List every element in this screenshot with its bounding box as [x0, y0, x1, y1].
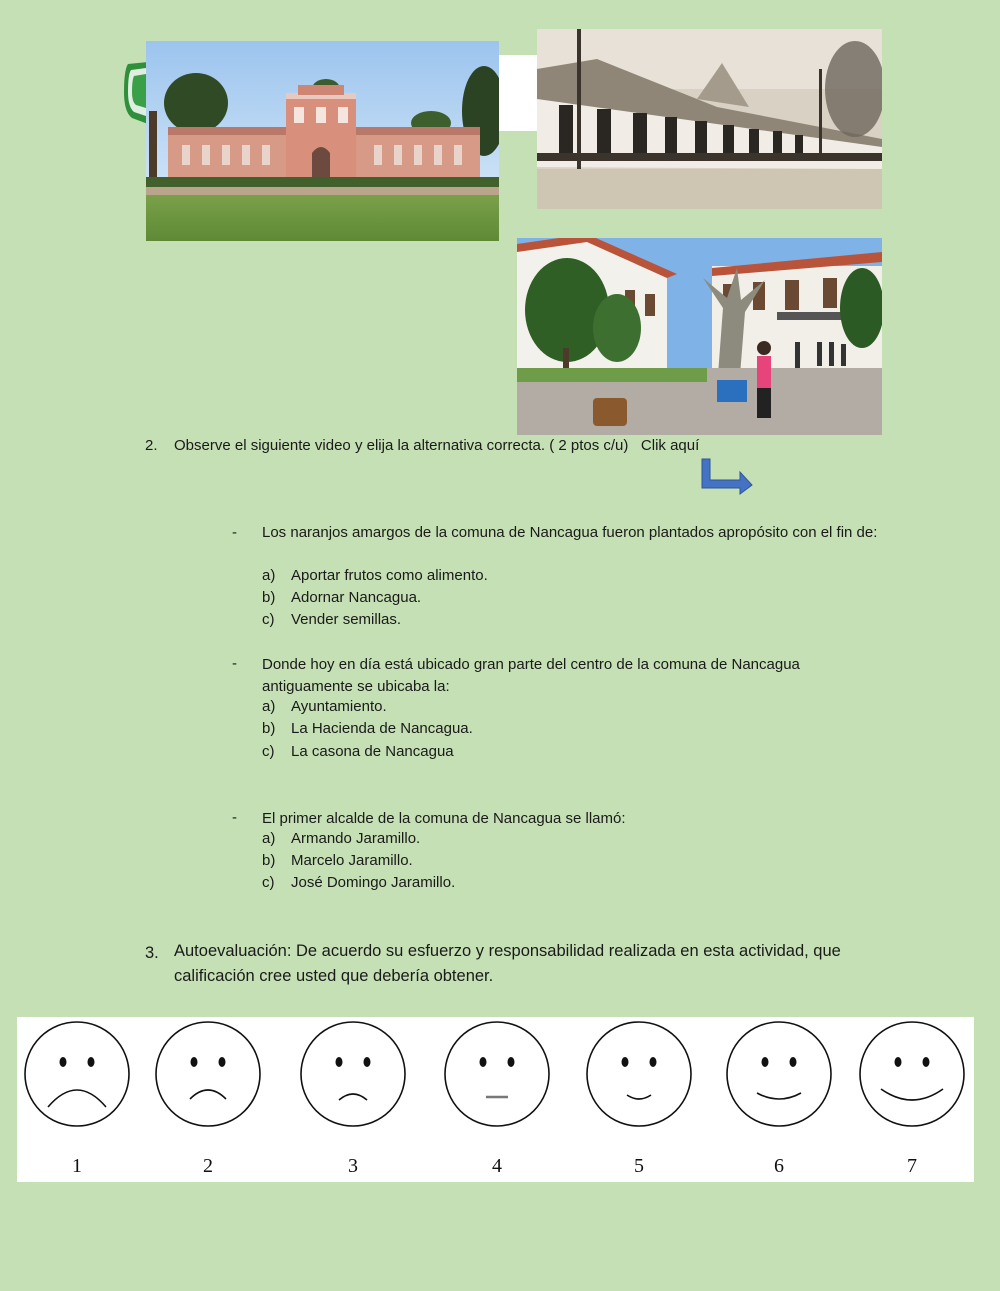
faces-scale [17, 1017, 974, 1182]
casona-nancagua-photo [146, 41, 499, 241]
face-eye [895, 1057, 902, 1067]
face-number-label: 7 [907, 1155, 917, 1177]
question-2-instructions: Observe el siguiente video y elija la alternativa correcta. ( 2 ptos c/u) [174, 437, 629, 454]
item-2-option-b[interactable]: La Hacienda de Nancagua. [291, 720, 473, 737]
face-slightly-happy-icon[interactable] [587, 1022, 691, 1126]
item-2-option-a[interactable]: Ayuntamiento. [291, 698, 387, 715]
item-1-option-a[interactable]: Aportar frutos como alimento. [291, 567, 488, 584]
face-sad-icon[interactable] [156, 1022, 260, 1126]
old-nancagua-street-photo [537, 29, 882, 209]
white-block [499, 55, 537, 131]
face-eye [336, 1057, 343, 1067]
face-number-label: 4 [492, 1155, 502, 1177]
face-eye [923, 1057, 930, 1067]
video-link[interactable]: Clik aquí [640, 437, 700, 454]
item-2-option-c-letter: c) [262, 743, 275, 760]
courtyard-photo [517, 238, 882, 435]
face-eye [364, 1057, 371, 1067]
face-eye [508, 1057, 515, 1067]
face-very-happy-icon[interactable] [860, 1022, 964, 1126]
item-3-option-c-letter: c) [262, 874, 275, 891]
question-2-number: 2. [145, 437, 158, 454]
item-3-question: El primer alcalde de la comuna de Nancagua se llamó: [262, 810, 626, 827]
item-2-dash: - [232, 655, 237, 672]
item-2-option-a-letter: a) [262, 698, 276, 715]
item-1-option-b-letter: b) [262, 589, 276, 606]
face-eye [622, 1057, 629, 1067]
item-1-option-b[interactable]: Adornar Nancagua. [291, 589, 422, 606]
question-3-text: Autoevaluación: De acuerdo su esfuerzo y responsabilidad realizada en esta actividad, que calificación cree usted que debería obtener. [174, 942, 841, 985]
face-number-label: 1 [72, 1155, 82, 1177]
item-2-option-b-letter: b) [262, 720, 276, 737]
item-3-option-b[interactable]: Marcelo Jaramillo. [291, 852, 413, 869]
item-1-option-a-letter: a) [262, 567, 276, 584]
item-3-option-a[interactable]: Armando Jaramillo. [291, 830, 421, 847]
item-3-option-b-letter: b) [262, 852, 276, 869]
face-eye [480, 1057, 487, 1067]
face-slightly-sad-icon[interactable] [301, 1022, 405, 1126]
arrow-right-icon[interactable] [700, 457, 754, 495]
face-eye [762, 1057, 769, 1067]
face-happy-icon[interactable] [727, 1022, 831, 1126]
face-eye [88, 1057, 95, 1067]
face-number-label: 3 [348, 1155, 358, 1177]
face-number-label: 2 [203, 1155, 213, 1177]
item-3-option-a-letter: a) [262, 830, 276, 847]
item-1-question: Los naranjos amargos de la comuna de Nancagua fueron plantados apropósito con el fin de: [262, 524, 878, 541]
item-1-option-c-letter: c) [262, 611, 275, 628]
face-eye [219, 1057, 226, 1067]
item-1-dash: - [232, 524, 237, 541]
school-logo [122, 62, 148, 124]
question-2-text [174, 435, 734, 457]
face-very-sad-icon[interactable] [25, 1022, 129, 1126]
item-3-dash: - [232, 809, 237, 826]
face-eye [650, 1057, 657, 1067]
face-eye [60, 1057, 67, 1067]
self-evaluation-faces [17, 1017, 974, 1182]
face-eye [191, 1057, 198, 1067]
item-1-option-c[interactable]: Vender semillas. [291, 611, 402, 628]
item-3-option-c[interactable]: José Domingo Jaramillo. [291, 874, 456, 891]
question-3-number: 3. [145, 944, 159, 962]
face-eye [790, 1057, 797, 1067]
item-2-option-c[interactable]: La casona de Nancagua [291, 743, 454, 760]
face-number-label: 5 [634, 1155, 644, 1177]
item-2-question: Donde hoy en día está ubicado gran parte del centro de la comuna de Nancagua antiguamente se ubicaba la: [262, 656, 800, 695]
face-neutral-icon[interactable] [445, 1022, 549, 1126]
face-number-label: 6 [774, 1155, 784, 1177]
